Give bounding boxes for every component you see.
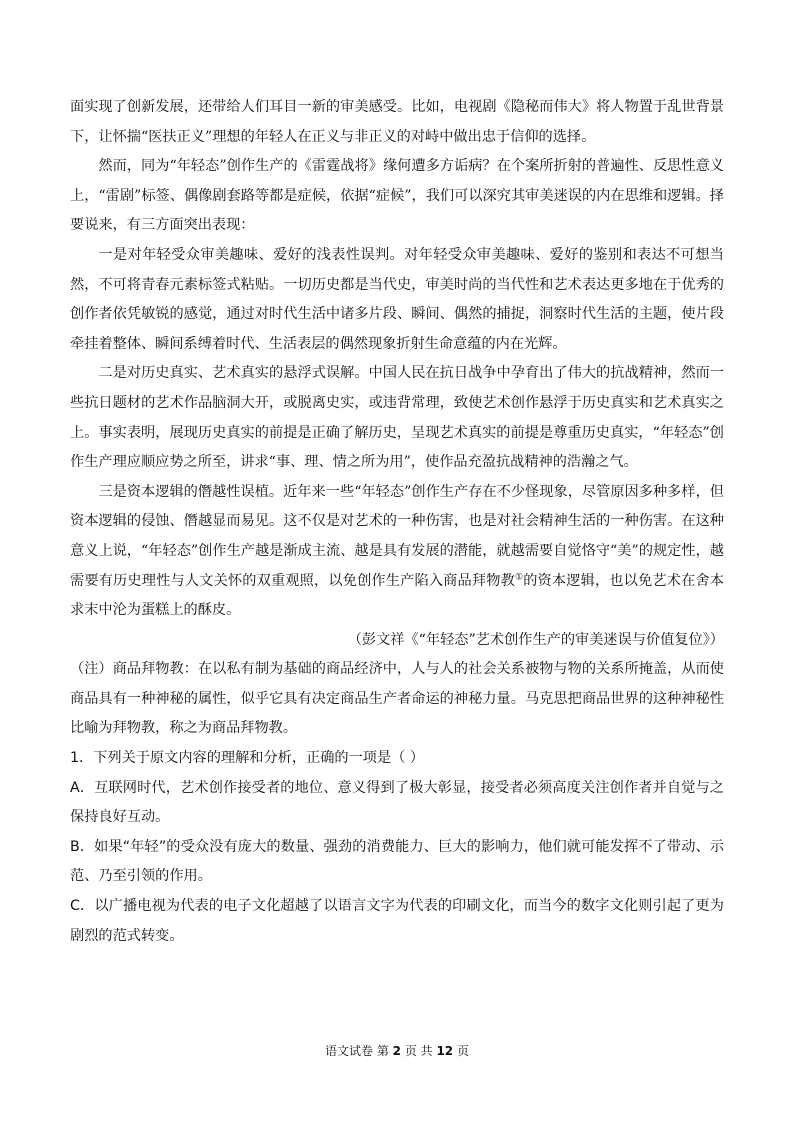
footer-total-pages: 12: [436, 1044, 454, 1058]
footer-middle: 页 共: [401, 1044, 437, 1058]
option-a: A．互联网时代，艺术创作接受者的地位、意义得到了极大彰显，接受者必须高度关注创作者并自觉与之保持良好互动。: [70, 779, 724, 826]
question-stem: 1．下列关于原文内容的理解和分析，正确的一项是（ ）: [70, 750, 425, 767]
paragraph-3: 一是对年轻受众审美趣味、爱好的浅表性误判。对年轻受众审美趣味、爱好的鉴别和表达不可想当然，不可将青春元素标签式粘贴。一切历史都是当代史，审美时尚的当代性和艺术表达更多地在于优秀的创作者依凭敏锐的感觉，通过对时代生活中诸多片段、瞬间、偶然的捕捉，洞察时代生活的主题，使片段牵挂着整体、瞬间系缚着时代、生活表层的偶然现象折射生命意蕴的内在光辉。: [70, 246, 724, 352]
footnote: （注）商品拜物教：在以私有制为基础的商品经济中，人与人的社会关系被物与物的关系所掩盖，从而使商品具有一种神秘的属性，似乎它具有决定商品生产者命运的神秘力量。马克思把商品世界的这种神秘性比喻为拜物教，称之为商品拜物教。: [70, 661, 724, 737]
page-footer: [0, 1042, 794, 1059]
paragraph-5-text-b: 的资本逻辑，也以免艺术在舍本求末中沦为蛋糕上的酥皮。: [70, 572, 724, 619]
article-source: （彭文祥《“年轻态”艺术创作生产的审美迷误与价值复位》）: [347, 631, 724, 648]
footer-page-number: 2: [392, 1044, 401, 1058]
option-c: C．以广播电视为代表的电子文化超越了以语言文字为代表的印刷文化，而当今的数字文化则引起了更为剧烈的范式转变。: [70, 898, 724, 944]
paragraph-2: 然而，同为“年轻态”创作生产的《雷霆战将》缘何遭多方诟病？在个案所折射的普遍性、反思性意义上，“雷剧”标签、偶像剧套路等都是症候，依据“症候”，我们可以深究其审美迷误的内在思维和逻辑。择要说来，有三方面突出表现：: [70, 158, 724, 234]
footer-prefix: 语文试卷 第: [325, 1044, 393, 1058]
footer-suffix: 页: [453, 1044, 469, 1058]
paragraph-4: 二是对历史真实、艺术真实的悬浮式误解。中国人民在抗日战争中孕育出了伟大的抗战精神，然而一些抗日题材的艺术作品脑洞大开，或脱离史实，或违背常理，致使艺术创作悬浮于历史真实和艺术真实之上。事实表明，展现历史真实的前提是正确了解历史，呈现艺术真实的前提是尊重历史真实，“年轻态”创作生产理应顺应势之所至，讲求“事、理、情之所为用”，使作品充盈抗战精神的浩瀚之气。: [70, 365, 724, 471]
footnote-marker: ①: [514, 571, 524, 582]
paragraph-5-text-a: 三是资本逻辑的僭越性误植。近年来一些“年轻态”创作生产存在不少怪现象，尽管原因多种多样，但资本逻辑的侵蚀、僭越显而易见。这不仅是对艺术的一种伤害，也是对社会精神生活的一种伤害。在这种意义上说，“年轻态”创作生产越是渐成主流、越是具有发展的潜能，就越需要自觉恪守“美”的规定性，越需要有历史理性与人文关怀的双重观照，以免创作生产陷入商品拜物教: [70, 483, 724, 589]
page-content: [70, 93, 724, 951]
paragraph-continued: 面实现了创新发展，还带给人们耳目一新的审美感受。比如，电视剧《隐秘而伟大》将人物置于乱世背景下，让怀揣“医扶正义”理想的年轻人在正义与非正义的对峙中做出忠于信仰的选择。: [70, 99, 724, 145]
option-b: B．如果“年轻”的受众没有庞大的数量、强劲的消费能力、巨大的影响力，他们就可能发挥不了带动、示范、乃至引领的作用。: [70, 838, 724, 885]
paragraph-5: [70, 478, 724, 626]
